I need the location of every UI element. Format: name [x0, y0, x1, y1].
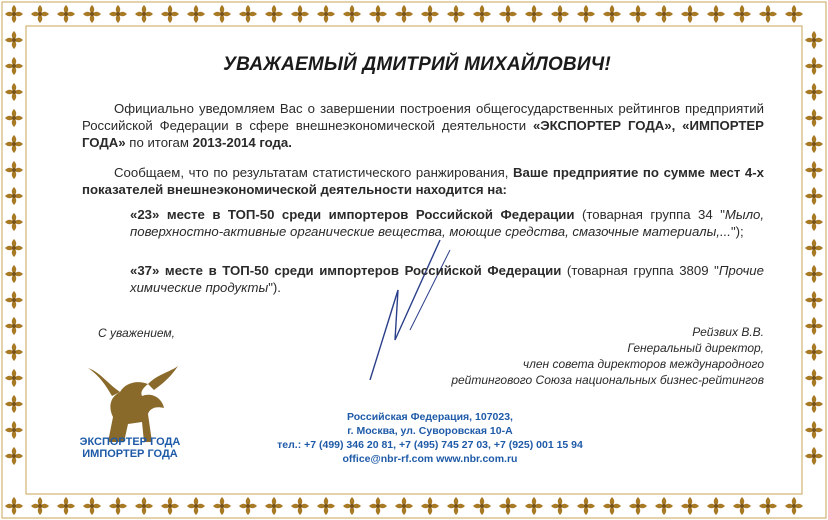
signer-title-1: Генеральный директор, [627, 341, 764, 355]
regards-text: С уважением, [98, 326, 175, 340]
border-ornament [655, 5, 673, 23]
border-ornament [551, 497, 569, 515]
item1-end: "); [730, 224, 744, 239]
border-ornament [603, 497, 621, 515]
border-ornament [805, 57, 823, 75]
border-ornament [421, 497, 439, 515]
border-ornament [239, 5, 257, 23]
border-ornament [805, 395, 823, 413]
border-ornament [805, 421, 823, 439]
border-ornament [31, 497, 49, 515]
border-ornament [5, 187, 23, 205]
border-ornament [707, 5, 725, 23]
border-ornament [31, 5, 49, 23]
border-ornament [5, 395, 23, 413]
item2-end: "). [268, 280, 281, 295]
border-ornament [343, 5, 361, 23]
border-ornament [369, 5, 387, 23]
item2-text: (товарная группа 3809 " [561, 263, 719, 278]
border-ornament [499, 497, 517, 515]
logo-line-exporter: ЭКСПОРТЕР ГОДА [79, 436, 181, 448]
border-ornament [395, 5, 413, 23]
border-ornament [291, 5, 309, 23]
border-ornament [135, 497, 153, 515]
border-ornament [5, 447, 23, 465]
border-ornament [5, 135, 23, 153]
border-ornament [707, 497, 725, 515]
border-ornament [805, 135, 823, 153]
p1-text: Официально уведомляем Вас о завершении построения общегосударственных рейтингов предприятий Российской Федерации в сфере внешнеэкономической деятельности [82, 101, 764, 133]
paragraph-results [82, 164, 764, 198]
letter-body [60, 44, 774, 484]
border-ornament [395, 497, 413, 515]
p1-bold-years: 2013-2014 года. [192, 135, 292, 150]
border-ornament [5, 213, 23, 231]
border-ornament [805, 213, 823, 231]
border-ornament [213, 5, 231, 23]
item1-bold: «23» месте в ТОП-50 среди импортеров Российской Федерации [130, 207, 575, 222]
ranking-item-23 [130, 206, 764, 240]
border-ornament [369, 497, 387, 515]
border-ornament [577, 5, 595, 23]
border-ornament [5, 497, 23, 515]
border-ornament [5, 83, 23, 101]
border-ornament [805, 369, 823, 387]
border-ornament [805, 83, 823, 101]
border-ornament [525, 5, 543, 23]
border-ornament [57, 5, 75, 23]
border-ornament [265, 5, 283, 23]
border-ornament [499, 5, 517, 23]
border-ornament [733, 5, 751, 23]
border-ornament [629, 497, 647, 515]
border-ornament [5, 161, 23, 179]
p2-bold: Ваше предприятие по сумме мест 4-х показателей внешнеэкономической деятельности находится на: [82, 165, 764, 197]
border-ornament [759, 5, 777, 23]
border-ornament [187, 5, 205, 23]
border-ornament [5, 265, 23, 283]
border-ornament [655, 497, 673, 515]
border-ornament [5, 421, 23, 439]
p2-text: Сообщаем, что по результатам статистического ранжирования, [114, 165, 514, 180]
border-ornament [57, 497, 75, 515]
border-ornament [805, 161, 823, 179]
border-ornament [5, 57, 23, 75]
border-ornament [759, 497, 777, 515]
border-ornament [805, 447, 823, 465]
contacts-block [240, 410, 620, 466]
item2-italic: Прочие химические продукты [130, 263, 764, 295]
border-ornament [805, 343, 823, 361]
border-ornament [265, 497, 283, 515]
border-ornament [109, 5, 127, 23]
greeting-heading: УВАЖАЕМЫЙ ДМИТРИЙ МИХАЙЛОВИЧ! [223, 54, 611, 75]
border-ornament [83, 497, 101, 515]
border-ornament [447, 497, 465, 515]
border-ornament [805, 31, 823, 49]
border-ornament [213, 497, 231, 515]
border-ornament [577, 497, 595, 515]
border-ornament [5, 369, 23, 387]
border-ornament [317, 5, 335, 23]
border-ornament [681, 5, 699, 23]
border-ornament [805, 317, 823, 335]
border-ornament [5, 317, 23, 335]
signer-title-2: член совета директоров международного [522, 357, 764, 371]
border-ornament [805, 187, 823, 205]
border-ornament [447, 5, 465, 23]
signer-title-3: рейтингового Союза национальных бизнес-рейтингов [451, 373, 764, 387]
ranking-item-37 [130, 262, 764, 296]
border-ornament [161, 497, 179, 515]
phones-line: тел.: +7 (499) 346 20 81, +7 (495) 745 27 03, +7 (925) 001 15 94 [277, 439, 583, 451]
border-ornament [681, 497, 699, 515]
logo-line-importer: ИМПОРТЕР ГОДА [82, 448, 178, 460]
border-ornament [805, 239, 823, 257]
border-ornament [805, 109, 823, 127]
border-ornament [5, 5, 23, 23]
border-ornament [733, 497, 751, 515]
border-ornament [291, 497, 309, 515]
logo-caption [60, 436, 200, 460]
border-ornament [5, 109, 23, 127]
item2-bold: «37» месте в ТОП-50 среди импортеров Российской Федерации [130, 263, 562, 278]
border-ornament [603, 5, 621, 23]
border-ornament [83, 5, 101, 23]
border-ornament [161, 5, 179, 23]
border-ornament [629, 5, 647, 23]
item1-text: (товарная группа 34 " [574, 207, 725, 222]
border-ornament [805, 291, 823, 309]
p1-bold-ratings: «ЭКСПОРТЕР ГОДА», «ИМПОРТЕР ГОДА» [82, 118, 764, 150]
paragraph-notice [82, 100, 764, 151]
item1-italic: Мыло, поверхностно-активные органические вещества, моющие средства, смазочные материалы,... [130, 207, 764, 239]
border-ornament [785, 497, 803, 515]
address-line-1: Российская Федерация, 107023, [347, 411, 513, 423]
border-ornament [473, 497, 491, 515]
border-ornament [135, 5, 153, 23]
border-ornament [109, 497, 127, 515]
border-ornament [5, 291, 23, 309]
border-ornament [239, 497, 257, 515]
border-ornament [551, 5, 569, 23]
border-ornament [785, 5, 803, 23]
p1-mid: по итогам [125, 135, 193, 150]
border-ornament [421, 5, 439, 23]
signer-name: Рейзвих В.В. [692, 325, 764, 339]
border-ornament [805, 265, 823, 283]
border-ornament [525, 497, 543, 515]
signer-block [404, 324, 764, 388]
border-ornament [317, 497, 335, 515]
border-ornament [5, 239, 23, 257]
border-ornament [343, 497, 361, 515]
web-line[interactable]: office@nbr-rf.com www.nbr.com.ru [342, 453, 518, 465]
address-line-2: г. Москва, ул. Суворовская 10-А [347, 425, 513, 437]
border-ornament [187, 497, 205, 515]
border-ornament [473, 5, 491, 23]
border-ornament [5, 343, 23, 361]
border-ornament [5, 31, 23, 49]
